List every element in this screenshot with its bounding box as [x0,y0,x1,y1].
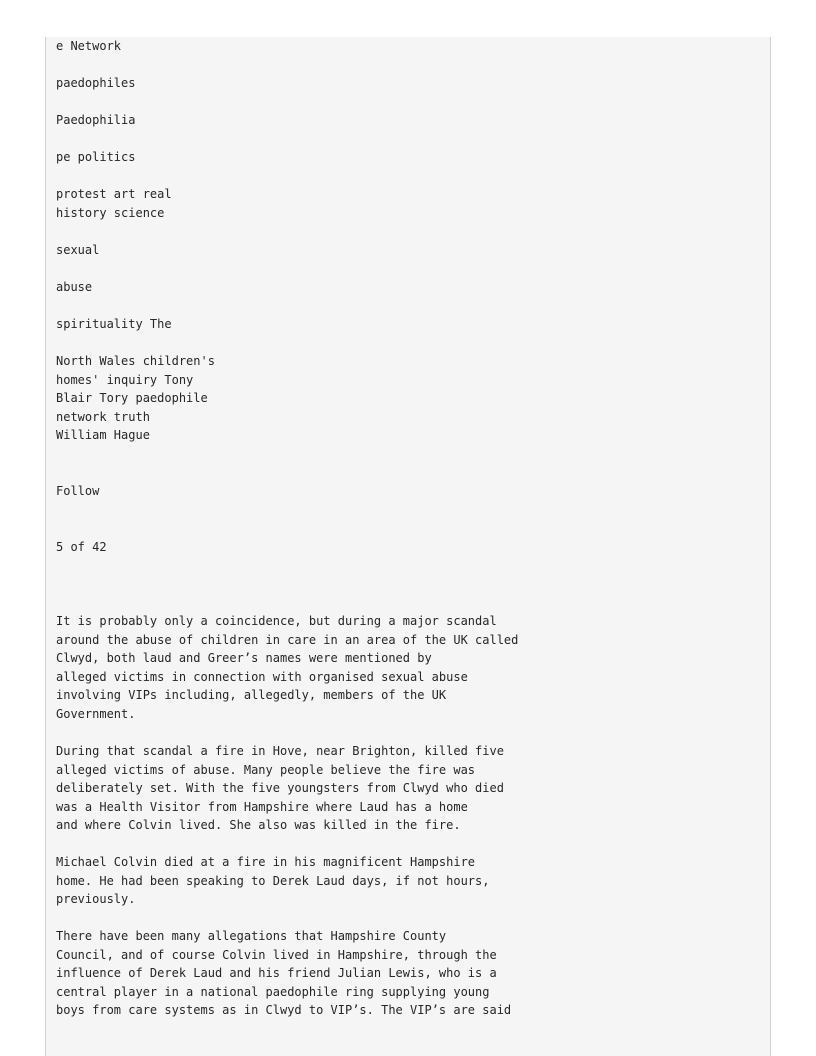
article-paragraph: Michael Colvin died at a fire in his magnificent Hampshire home. He had been speaking to Derek Laud days, if not hours, previously. [56,855,490,907]
tag-link-network[interactable]: e Network [56,39,122,53]
article-paragraph: During that scandal a fire in Hove, near Brighton, killed five alleged victims of abuse. Many people believe the fire was deliberately set. With the five youngsters from Clwyd who died was a Health Visitor from Hampshire where Laud has a home and where Colvin lived. She also was killed in the fire. [56,744,504,833]
tag-link-protest-art[interactable]: protest art real history science [56,187,172,220]
tag-link-spirituality[interactable]: spirituality The [56,317,172,331]
tag-link-politics[interactable]: pe politics [56,150,136,164]
tag-link-north-wales[interactable]: North Wales children's homes' inquiry Tony Blair Tory paedophile network truth William Hague [56,354,215,443]
document-page [45,37,771,1056]
follow-button[interactable]: Follow [56,484,100,498]
tag-link-abuse[interactable]: abuse [56,280,93,294]
article-paragraph: It is probably only a coincidence, but during a major scandal around the abuse of children in care in an area of the UK called Clwyd, both laud and Greer’s names were mentioned by alleged victims in connection with organised sexual abuse involving VIPs including, allegedly, members of the UK Government. [56,614,519,721]
tag-link-paedophiles[interactable]: paedophiles [56,76,136,90]
page-counter: 5 of 42 [56,540,107,554]
tag-link-paedophilia[interactable]: Paedophilia [56,113,136,127]
article-paragraph: There have been many allegations that Hampshire County Council, and of course Colvin lived in Hampshire, through the influence of Derek Laud and his friend Julian Lewis, who is a central player in a national paedophile ring supplying young boys from care systems as in Clwyd to VIP’s. The VIP’s are said [56,929,512,1018]
tag-link-sexual[interactable]: sexual [56,243,100,257]
